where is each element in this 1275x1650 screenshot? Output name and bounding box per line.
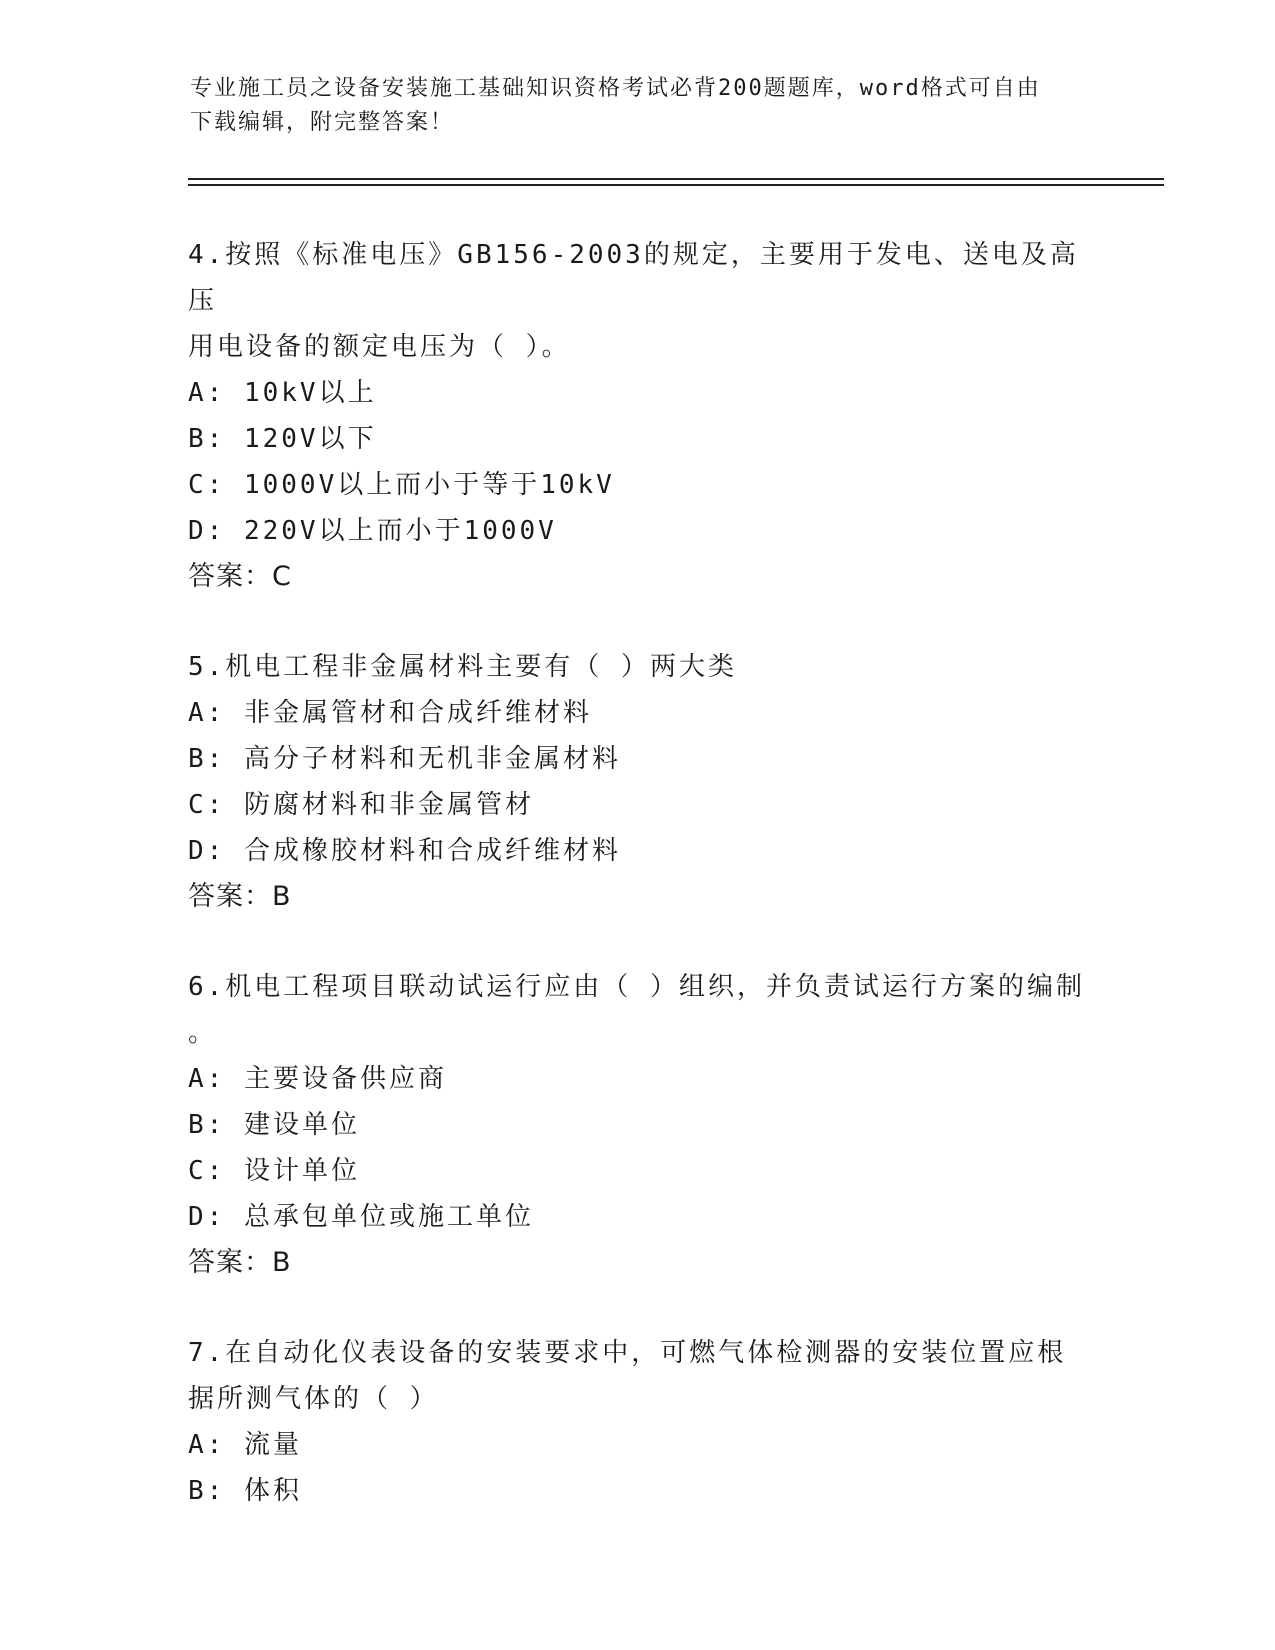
option-b: B: 建设单位 — [188, 1110, 360, 1140]
question-text-line: 5.机电工程非金属材料主要有（ ）两大类 — [188, 652, 737, 682]
option-c: C: 防腐材料和非金属管材 — [188, 790, 534, 820]
header-divider-bottom — [188, 184, 1164, 186]
option-a: A: 10kV以上 — [188, 378, 377, 408]
option-d: D: 合成橡胶材料和合成纤维材料 — [188, 836, 621, 866]
option-b: B: 120V以下 — [188, 424, 377, 454]
option-d: D: 总承包单位或施工单位 — [188, 1202, 534, 1232]
answer-label: 答案：C — [188, 561, 292, 592]
option-b: B: 体积 — [188, 1476, 302, 1506]
answer-label: 答案：B — [188, 881, 292, 912]
question-text-line: 6.机电工程项目联动试运行应由（ ）组织，并负责试运行方案的编制 — [188, 972, 1085, 1002]
question-4 — [188, 232, 1088, 600]
question-text-line: 4.按照《标准电压》GB156-2003的规定，主要用于发电、送电及高压 — [188, 240, 1079, 316]
option-a: A: 非金属管材和合成纤维材料 — [188, 698, 592, 728]
document-header — [190, 72, 1070, 140]
header-line-2: 下载编辑，附完整答案！ — [190, 110, 455, 135]
header-divider-top — [188, 178, 1164, 180]
question-text-line: 据所测气体的（ ） — [188, 1384, 439, 1414]
option-c: C: 1000V以上而小于等于10kV — [188, 470, 615, 500]
question-list — [188, 232, 1088, 1558]
question-7 — [188, 1330, 1088, 1514]
option-b: B: 高分子材料和无机非金属材料 — [188, 744, 621, 774]
question-text-line: 用电设备的额定电压为（ ）。 — [188, 332, 571, 362]
option-c: C: 设计单位 — [188, 1156, 360, 1186]
question-text-line: 。 — [188, 1018, 218, 1048]
question-text-line: 7.在自动化仪表设备的安装要求中，可燃气体检测器的安装位置应根 — [188, 1338, 1067, 1368]
question-6 — [188, 964, 1088, 1286]
option-d: D: 220V以上而小于1000V — [188, 516, 557, 546]
option-a: A: 流量 — [188, 1430, 302, 1460]
option-a: A: 主要设备供应商 — [188, 1064, 447, 1094]
question-5 — [188, 644, 1088, 920]
header-line-1: 专业施工员之设备安装施工基础知识资格考试必背200题题库，word格式可自由 — [190, 76, 1041, 101]
answer-label: 答案：B — [188, 1247, 292, 1278]
